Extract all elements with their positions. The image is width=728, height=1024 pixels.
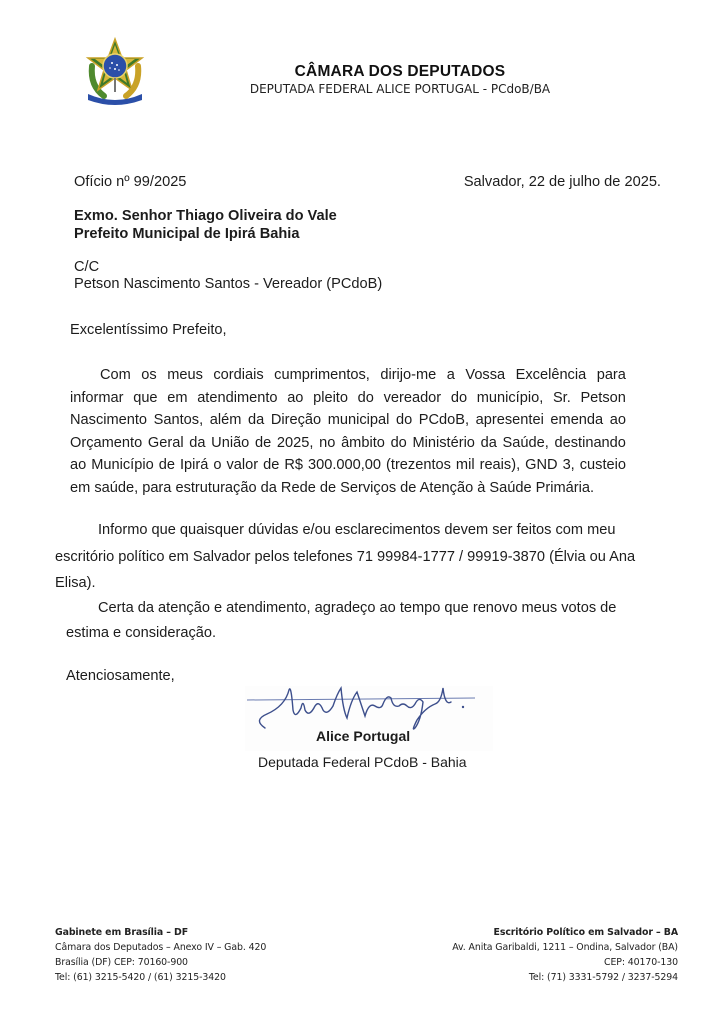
paragraph-line bbox=[70, 454, 626, 477]
word: no bbox=[319, 434, 336, 451]
paragraph-line bbox=[70, 432, 626, 455]
word: dirijo-me bbox=[380, 367, 437, 383]
word: ao bbox=[609, 412, 626, 429]
word: Excelência bbox=[515, 367, 587, 383]
paragraph-2-line: Informo que quaisquer dúvidas e/ou esclarecimentos devem ser feitos com meu bbox=[98, 522, 616, 538]
paragraph-line: em saúde, para estruturação da Rede de Serviços de Atenção à Saúde Primária. bbox=[70, 479, 595, 496]
word: da bbox=[189, 434, 206, 451]
word: de bbox=[263, 457, 280, 474]
word: do bbox=[357, 389, 374, 406]
word: ao bbox=[70, 457, 87, 474]
word: município, bbox=[476, 389, 544, 406]
footer-left-address: Câmara dos Deputados – Anexo IV – Gab. 420 bbox=[55, 942, 267, 953]
footer-left-phone: Tel: (61) 3215-5420 / (61) 3215-3420 bbox=[55, 972, 226, 983]
word: informar bbox=[70, 389, 124, 406]
word: cordiais bbox=[213, 367, 264, 383]
word: Santos, bbox=[153, 412, 204, 429]
word: destinando bbox=[554, 434, 626, 451]
word: 2025, bbox=[276, 434, 314, 451]
recipient-title: Prefeito Municipal de Ipirá Bahia bbox=[74, 226, 300, 242]
footer-right-cep: CEP: 40170-130 bbox=[604, 957, 678, 968]
word: valor bbox=[226, 457, 259, 474]
word: da bbox=[480, 434, 497, 451]
paragraph-3-line: estima e consideração. bbox=[66, 625, 217, 641]
footer-right-title: Escritório Político em Salvador – BA bbox=[493, 927, 678, 938]
word: mil bbox=[455, 457, 475, 474]
word: ao bbox=[287, 389, 304, 406]
word: R$ bbox=[284, 457, 303, 474]
word: Com bbox=[100, 367, 131, 383]
footer-left-cep: Brasília (DF) CEP: 70160-900 bbox=[55, 957, 188, 968]
recipient-name: Exmo. Senhor Thiago Oliveira do Vale bbox=[74, 208, 337, 224]
word: Saúde, bbox=[502, 434, 549, 451]
salutation: Excelentíssimo Prefeito, bbox=[70, 322, 227, 338]
paragraph-2-line: escritório político em Salvador pelos telefones 71 99984-1777 / 99919-3870 (Élvia ou Ana bbox=[55, 549, 636, 565]
word: meus bbox=[167, 367, 203, 383]
paragraph-line bbox=[70, 409, 626, 432]
paragraph-1 bbox=[70, 364, 626, 500]
institution-title: CÂMARA DOS DEPUTADOS bbox=[294, 63, 506, 80]
word: Direção bbox=[270, 412, 322, 429]
word: 300.000,00 bbox=[307, 457, 382, 474]
word: que bbox=[133, 389, 158, 406]
word: do bbox=[450, 389, 468, 406]
word: Geral bbox=[147, 434, 184, 451]
word: pleito bbox=[313, 389, 348, 406]
place-date: Salvador, 22 de julho de 2025. bbox=[463, 174, 661, 190]
word: Ipirá bbox=[179, 457, 209, 474]
word: do bbox=[395, 412, 413, 429]
word: para bbox=[596, 367, 626, 383]
word: a bbox=[446, 367, 455, 383]
word: GND bbox=[525, 457, 558, 474]
word: o bbox=[213, 457, 222, 474]
word: da bbox=[247, 412, 265, 429]
paragraph-line bbox=[70, 387, 626, 410]
word: além bbox=[209, 412, 242, 429]
letter-reference: Ofício nº 99/2025 bbox=[74, 174, 187, 190]
word: municipal bbox=[327, 412, 390, 429]
word: reais), bbox=[479, 457, 521, 474]
cc-label: C/C bbox=[74, 259, 100, 275]
word: atendimento bbox=[197, 389, 278, 406]
word: Nascimento bbox=[70, 412, 148, 429]
word: (trezentos bbox=[386, 457, 451, 474]
paragraph-3-line: Certa da atenção e atendimento, agradeço ao tempo que renovo meus votos de bbox=[98, 600, 617, 616]
word: Sr. bbox=[552, 389, 571, 406]
word: emenda bbox=[550, 412, 604, 429]
signatory-name: Alice Portugal bbox=[316, 728, 411, 744]
signatory-role: Deputada Federal PCdoB - Bahia bbox=[258, 754, 467, 770]
word: Vossa bbox=[465, 367, 506, 383]
word: Município bbox=[91, 457, 154, 474]
word: PCdoB, bbox=[418, 412, 470, 429]
paragraph-line bbox=[70, 364, 626, 387]
word: União bbox=[211, 434, 250, 451]
word: Ministério bbox=[412, 434, 475, 451]
word: de bbox=[158, 457, 175, 474]
word: Petson bbox=[580, 389, 626, 406]
deputy-subtitle: DEPUTADA FEDERAL ALICE PORTUGAL - PCdoB/BA bbox=[249, 82, 551, 96]
footer-right-phone: Tel: (71) 3331-5792 / 3237-5294 bbox=[528, 972, 678, 983]
footer-left-title: Gabinete em Brasília – DF bbox=[55, 927, 189, 938]
word: apresentei bbox=[475, 412, 544, 429]
footer-right-address: Av. Anita Garibaldi, 1211 – Ondina, Salvador (BA) bbox=[452, 942, 678, 953]
word: de bbox=[255, 434, 272, 451]
word: âmbito bbox=[341, 434, 385, 451]
word: vereador bbox=[383, 389, 442, 406]
cc-name: Petson Nascimento Santos - Vereador (PCdoB) bbox=[74, 276, 383, 292]
word: Orçamento bbox=[70, 434, 143, 451]
word: custeio bbox=[579, 457, 626, 474]
word: 3, bbox=[562, 457, 575, 474]
closing: Atenciosamente, bbox=[66, 668, 175, 684]
word: em bbox=[167, 389, 188, 406]
word: os bbox=[141, 367, 157, 383]
paragraph-2-line: Elisa). bbox=[55, 575, 96, 591]
word: cumprimentos, bbox=[274, 367, 370, 383]
word: do bbox=[390, 434, 407, 451]
